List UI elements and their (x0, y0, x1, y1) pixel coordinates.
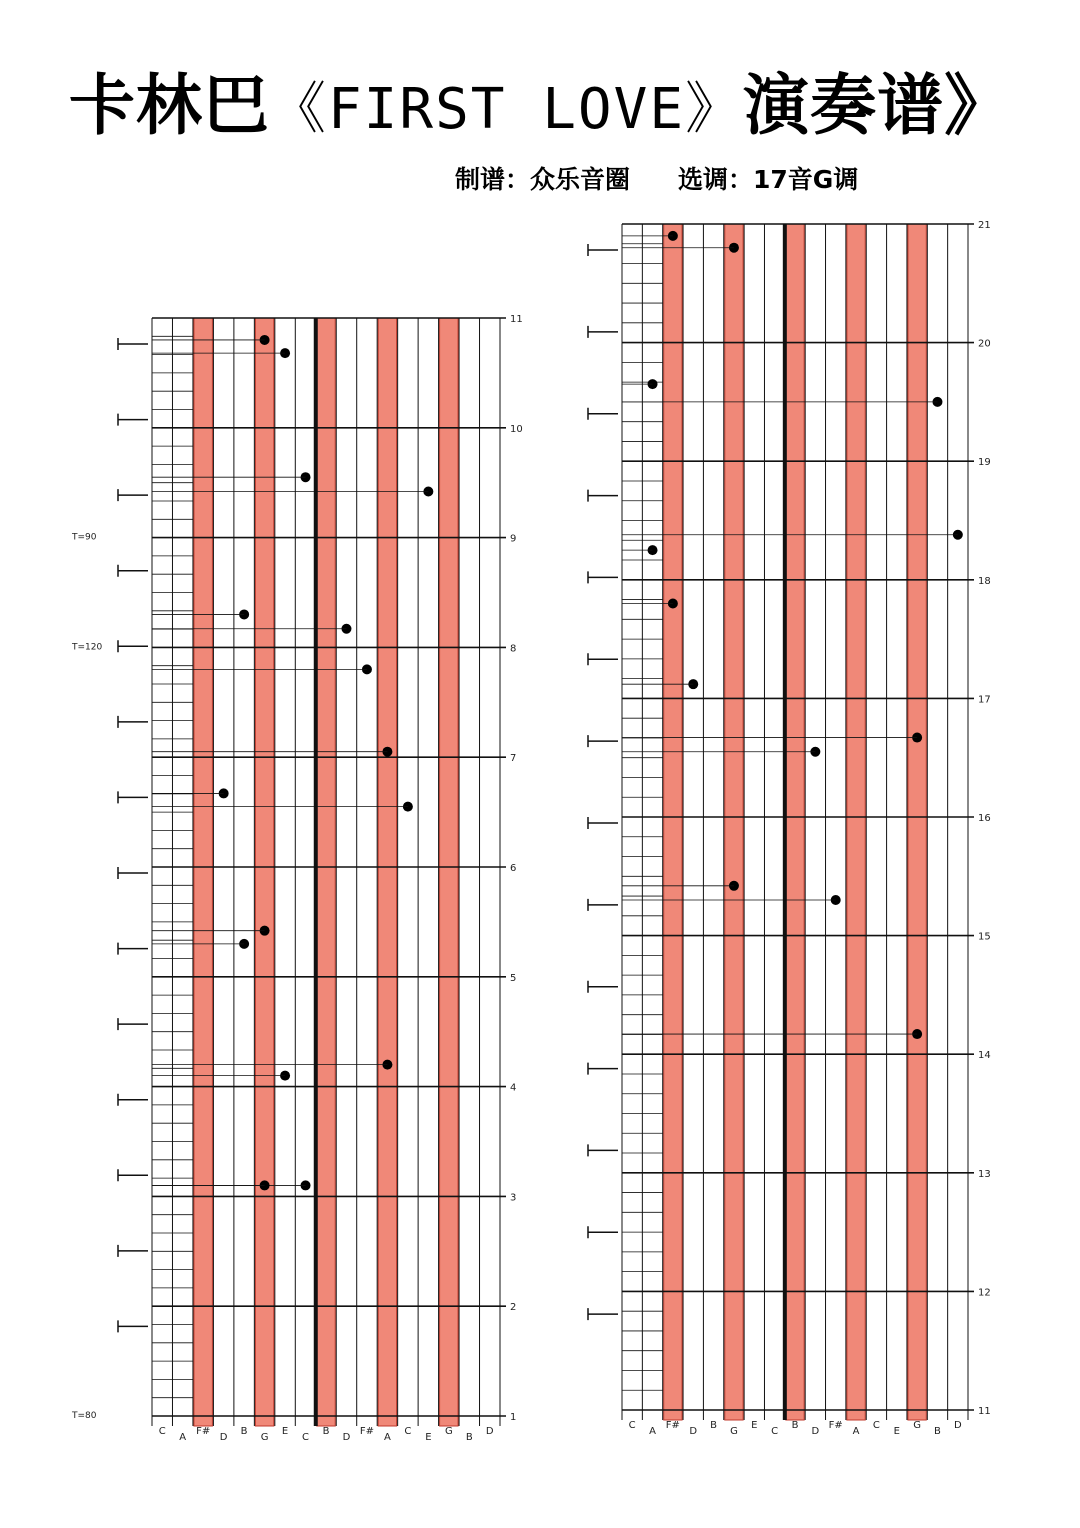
measure-number: 4 (510, 1082, 517, 1094)
chord-bracket (118, 716, 148, 728)
tine-label: B (934, 1426, 941, 1437)
chord-bracket (588, 981, 618, 993)
chord-bracket (588, 490, 618, 502)
chord-bracket (118, 1245, 148, 1257)
tine-label: D (953, 1420, 962, 1431)
chord-bracket (588, 571, 618, 583)
title-middle: 《FIRST LOVE》 (269, 77, 744, 142)
highlight-column (194, 318, 212, 1426)
tine-label: F# (359, 1426, 375, 1437)
chord-bracket (118, 791, 148, 803)
tine-label: G (444, 1426, 453, 1437)
chord-bracket (118, 1094, 148, 1106)
right-sheet (588, 220, 991, 1437)
measure-number: 16 (978, 813, 991, 824)
tine-label: D (811, 1426, 820, 1437)
measure-number: 20 (978, 338, 991, 350)
tine-label: G (730, 1426, 738, 1437)
chord-bracket (118, 943, 148, 955)
measure-number: 17 (978, 694, 991, 706)
tine-label: A (649, 1426, 656, 1437)
measure-number: 19 (978, 457, 991, 469)
tine-label: A (383, 1432, 391, 1443)
tempo-mark: T=90 (72, 532, 97, 543)
measure-number: 11 (978, 1406, 991, 1417)
arranger-credit: 制谱：众乐音圈 (455, 165, 631, 194)
title-left: 卡林巴 (68, 67, 270, 144)
tine-label: C (404, 1426, 412, 1437)
tine-label: A (852, 1426, 860, 1437)
measure-number: 3 (510, 1192, 517, 1204)
chord-bracket (588, 1063, 618, 1075)
measure-number: 7 (510, 753, 517, 765)
tempo-mark: T=120 (72, 642, 103, 653)
tine-label: C (872, 1420, 880, 1431)
highlight-column (725, 224, 743, 1420)
tine-label: F# (665, 1420, 680, 1431)
highlight-column (664, 224, 682, 1420)
chord-bracket (118, 1320, 148, 1332)
title-right: 演奏谱》 (743, 67, 1012, 144)
tine-label: E (425, 1432, 432, 1443)
chord-bracket (118, 1018, 148, 1030)
tempo-mark: T=80 (72, 1411, 97, 1421)
tine-label: C (158, 1426, 166, 1437)
measure-number: 1 (510, 1412, 517, 1423)
chord-bracket (588, 244, 618, 256)
highlight-column (786, 224, 804, 1420)
chord-bracket (118, 565, 148, 577)
tine-label: A (179, 1432, 187, 1443)
tine-label: C (628, 1420, 636, 1431)
chord-bracket (588, 1308, 618, 1320)
measure-number: 9 (510, 533, 517, 545)
chord-bracket (118, 338, 148, 350)
tine-label: G (913, 1420, 921, 1431)
tine-label: D (485, 1426, 494, 1437)
chord-bracket (588, 817, 618, 829)
highlight-column (908, 224, 926, 1420)
highlight-column (255, 318, 273, 1426)
chord-bracket (588, 326, 618, 338)
measure-number: 12 (978, 1287, 991, 1299)
chord-bracket (588, 1226, 618, 1238)
key-info: 选调：17音G调 (678, 165, 859, 194)
measure-number: 18 (978, 575, 991, 587)
chord-bracket (118, 414, 148, 426)
measure-number: 13 (978, 1168, 991, 1180)
tine-label: F# (828, 1420, 843, 1431)
chord-bracket (118, 867, 148, 879)
chord-bracket (588, 408, 618, 420)
measure-number: 5 (510, 972, 517, 984)
tine-label: E (751, 1420, 758, 1431)
tine-label: B (465, 1432, 473, 1443)
tine-label: G (260, 1432, 269, 1443)
tine-label: E (281, 1426, 289, 1437)
chord-bracket (118, 640, 148, 652)
chord-bracket (588, 1144, 618, 1156)
tine-label: B (791, 1420, 799, 1431)
highlight-column (317, 318, 335, 1426)
tine-label: F# (196, 1426, 211, 1437)
measure-number: 15 (978, 931, 991, 943)
highlight-column (847, 224, 865, 1420)
tine-label: D (689, 1426, 698, 1437)
tine-label: B (710, 1420, 718, 1431)
tine-label: D (219, 1432, 228, 1443)
measure-number: 21 (978, 220, 991, 231)
chord-bracket (118, 489, 148, 501)
measure-number: 10 (510, 423, 523, 435)
highlight-column (440, 318, 458, 1426)
tine-label: E (893, 1426, 900, 1437)
tine-label: B (240, 1426, 248, 1437)
measure-number: 8 (510, 643, 517, 655)
tine-label: C (302, 1432, 310, 1443)
chord-bracket (588, 735, 618, 747)
chord-bracket (588, 899, 618, 911)
measure-number: 14 (978, 1050, 991, 1062)
tine-label: B (322, 1426, 330, 1437)
measure-number: 6 (510, 863, 517, 874)
measure-number: 11 (510, 314, 523, 325)
highlight-column (378, 318, 396, 1426)
left-sheet (71, 314, 523, 1443)
chord-bracket (588, 653, 618, 665)
measure-number: 2 (510, 1302, 517, 1314)
tine-label: D (342, 1432, 351, 1443)
tine-label: C (771, 1426, 779, 1437)
chord-bracket (118, 1169, 148, 1181)
